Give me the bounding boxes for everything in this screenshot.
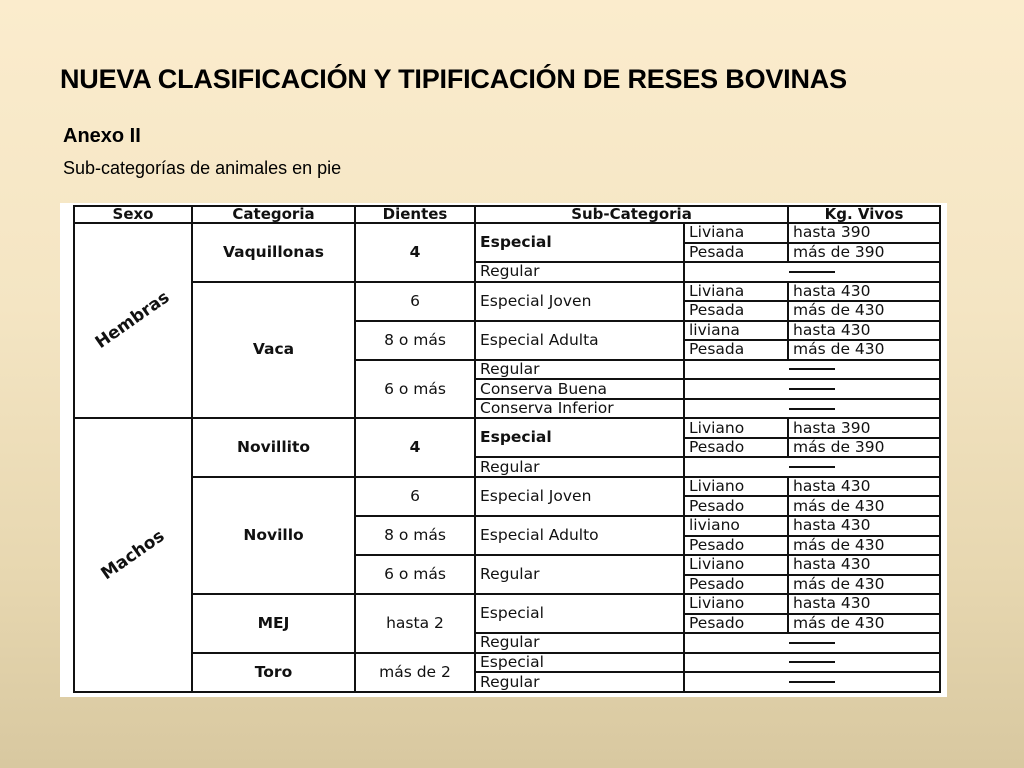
empty-weight-dash bbox=[684, 262, 940, 282]
weight-class-cell: Liviana bbox=[684, 282, 788, 302]
category-vaca: Vaca bbox=[192, 282, 355, 419]
weight-range-cell: más de 430 bbox=[788, 575, 940, 595]
subcategory-cell: Regular bbox=[475, 672, 684, 692]
weight-class-cell: Pesado bbox=[684, 496, 788, 516]
subcategory-cell: Regular bbox=[475, 457, 684, 477]
sex-label-machos: Machos bbox=[97, 525, 169, 584]
weight-class-cell: Liviano bbox=[684, 594, 788, 614]
weight-range-cell: hasta 430 bbox=[788, 282, 940, 302]
annex-heading: Anexo II bbox=[63, 125, 141, 147]
subcategory-cell: Especial bbox=[475, 223, 684, 262]
weight-range-cell: más de 430 bbox=[788, 301, 940, 321]
empty-weight-dash bbox=[684, 457, 940, 477]
weight-range-cell: más de 390 bbox=[788, 243, 940, 263]
weight-class-cell: Liviano bbox=[684, 555, 788, 575]
weight-range-cell: más de 430 bbox=[788, 536, 940, 556]
empty-weight-dash bbox=[684, 379, 940, 399]
subcategory-cell: Especial Joven bbox=[475, 282, 684, 321]
category-mej: MEJ bbox=[192, 594, 355, 653]
weight-range-cell: hasta 430 bbox=[788, 477, 940, 497]
table-row bbox=[74, 418, 940, 438]
dash-mark bbox=[789, 271, 835, 273]
dash-mark bbox=[789, 661, 835, 663]
table-row bbox=[74, 477, 940, 497]
weight-class-cell: Liviano bbox=[684, 418, 788, 438]
category-toro: Toro bbox=[192, 653, 355, 692]
annex-subtitle: Sub-categorías de animales en pie bbox=[63, 158, 342, 178]
empty-weight-dash bbox=[684, 360, 940, 380]
table-row bbox=[74, 594, 940, 614]
teeth-cell: 8 o más bbox=[355, 321, 475, 360]
teeth-cell: 4 bbox=[355, 223, 475, 282]
weight-class-cell: Pesada bbox=[684, 340, 788, 360]
teeth-cell: 6 o más bbox=[355, 555, 475, 594]
sex-cell-machos bbox=[74, 418, 192, 692]
dash-mark bbox=[789, 642, 835, 644]
teeth-cell: hasta 2 bbox=[355, 594, 475, 653]
subcategory-cell: Especial Joven bbox=[475, 477, 684, 516]
weight-range-cell: más de 430 bbox=[788, 614, 940, 634]
weight-range-cell: hasta 390 bbox=[788, 418, 940, 438]
weight-class-cell: Pesado bbox=[684, 438, 788, 458]
subcategory-cell: Especial bbox=[475, 653, 684, 673]
subcategory-cell: Especial bbox=[475, 594, 684, 633]
teeth-cell: 6 bbox=[355, 282, 475, 321]
subcategory-cell: Regular bbox=[475, 555, 684, 594]
table-row bbox=[74, 282, 940, 302]
weight-class-cell: liviana bbox=[684, 321, 788, 341]
teeth-cell: más de 2 bbox=[355, 653, 475, 692]
weight-class-cell: Liviano bbox=[684, 477, 788, 497]
subcategory-cell: Regular bbox=[475, 360, 684, 380]
table-row bbox=[74, 223, 940, 243]
header-subcategoria: Sub-Categoria bbox=[475, 206, 788, 223]
header-dientes: Dientes bbox=[355, 206, 475, 223]
weight-range-cell: más de 430 bbox=[788, 340, 940, 360]
category-novillito: Novillito bbox=[192, 418, 355, 477]
header-kg-vivos: Kg. Vivos bbox=[788, 206, 940, 223]
dash-mark bbox=[789, 408, 835, 410]
weight-class-cell: Liviana bbox=[684, 223, 788, 243]
sex-cell-hembras bbox=[74, 223, 192, 418]
sex-label-hembras: Hembras bbox=[91, 287, 174, 353]
category-novillo: Novillo bbox=[192, 477, 355, 594]
dash-mark bbox=[789, 681, 835, 683]
subcategory-table bbox=[73, 205, 941, 693]
dash-mark bbox=[789, 466, 835, 468]
weight-range-cell: hasta 430 bbox=[788, 555, 940, 575]
subcategory-cell: Especial Adulto bbox=[475, 516, 684, 555]
table-row bbox=[74, 653, 940, 673]
dash-mark bbox=[789, 388, 835, 390]
subcategory-cell: Regular bbox=[475, 633, 684, 653]
weight-range-cell: hasta 430 bbox=[788, 594, 940, 614]
weight-class-cell: liviano bbox=[684, 516, 788, 536]
category-vaquillonas: Vaquillonas bbox=[192, 223, 355, 282]
empty-weight-dash bbox=[684, 653, 940, 673]
slide-title: NUEVA CLASIFICACIÓN Y TIPIFICACIÓN DE RESES BOVINAS bbox=[60, 64, 847, 94]
subcategory-cell: Conserva Buena bbox=[475, 379, 684, 399]
teeth-cell: 6 o más bbox=[355, 360, 475, 419]
teeth-cell: 4 bbox=[355, 418, 475, 477]
table-header-row bbox=[74, 206, 940, 223]
teeth-cell: 8 o más bbox=[355, 516, 475, 555]
weight-range-cell: hasta 430 bbox=[788, 516, 940, 536]
weight-class-cell: Pesado bbox=[684, 536, 788, 556]
weight-class-cell: Pesada bbox=[684, 243, 788, 263]
subcategory-cell: Conserva Inferior bbox=[475, 399, 684, 419]
subcategory-cell: Especial Adulta bbox=[475, 321, 684, 360]
empty-weight-dash bbox=[684, 399, 940, 419]
weight-class-cell: Pesado bbox=[684, 614, 788, 634]
empty-weight-dash bbox=[684, 633, 940, 653]
weight-class-cell: Pesada bbox=[684, 301, 788, 321]
weight-class-cell: Pesado bbox=[684, 575, 788, 595]
weight-range-cell: hasta 390 bbox=[788, 223, 940, 243]
teeth-cell: 6 bbox=[355, 477, 475, 516]
subcategory-cell: Especial bbox=[475, 418, 684, 457]
table-image-panel bbox=[60, 203, 947, 697]
header-sexo: Sexo bbox=[74, 206, 192, 223]
subcategory-cell: Regular bbox=[475, 262, 684, 282]
weight-range-cell: más de 430 bbox=[788, 496, 940, 516]
weight-range-cell: más de 390 bbox=[788, 438, 940, 458]
empty-weight-dash bbox=[684, 672, 940, 692]
weight-range-cell: hasta 430 bbox=[788, 321, 940, 341]
header-categoria: Categoria bbox=[192, 206, 355, 223]
dash-mark bbox=[789, 368, 835, 370]
